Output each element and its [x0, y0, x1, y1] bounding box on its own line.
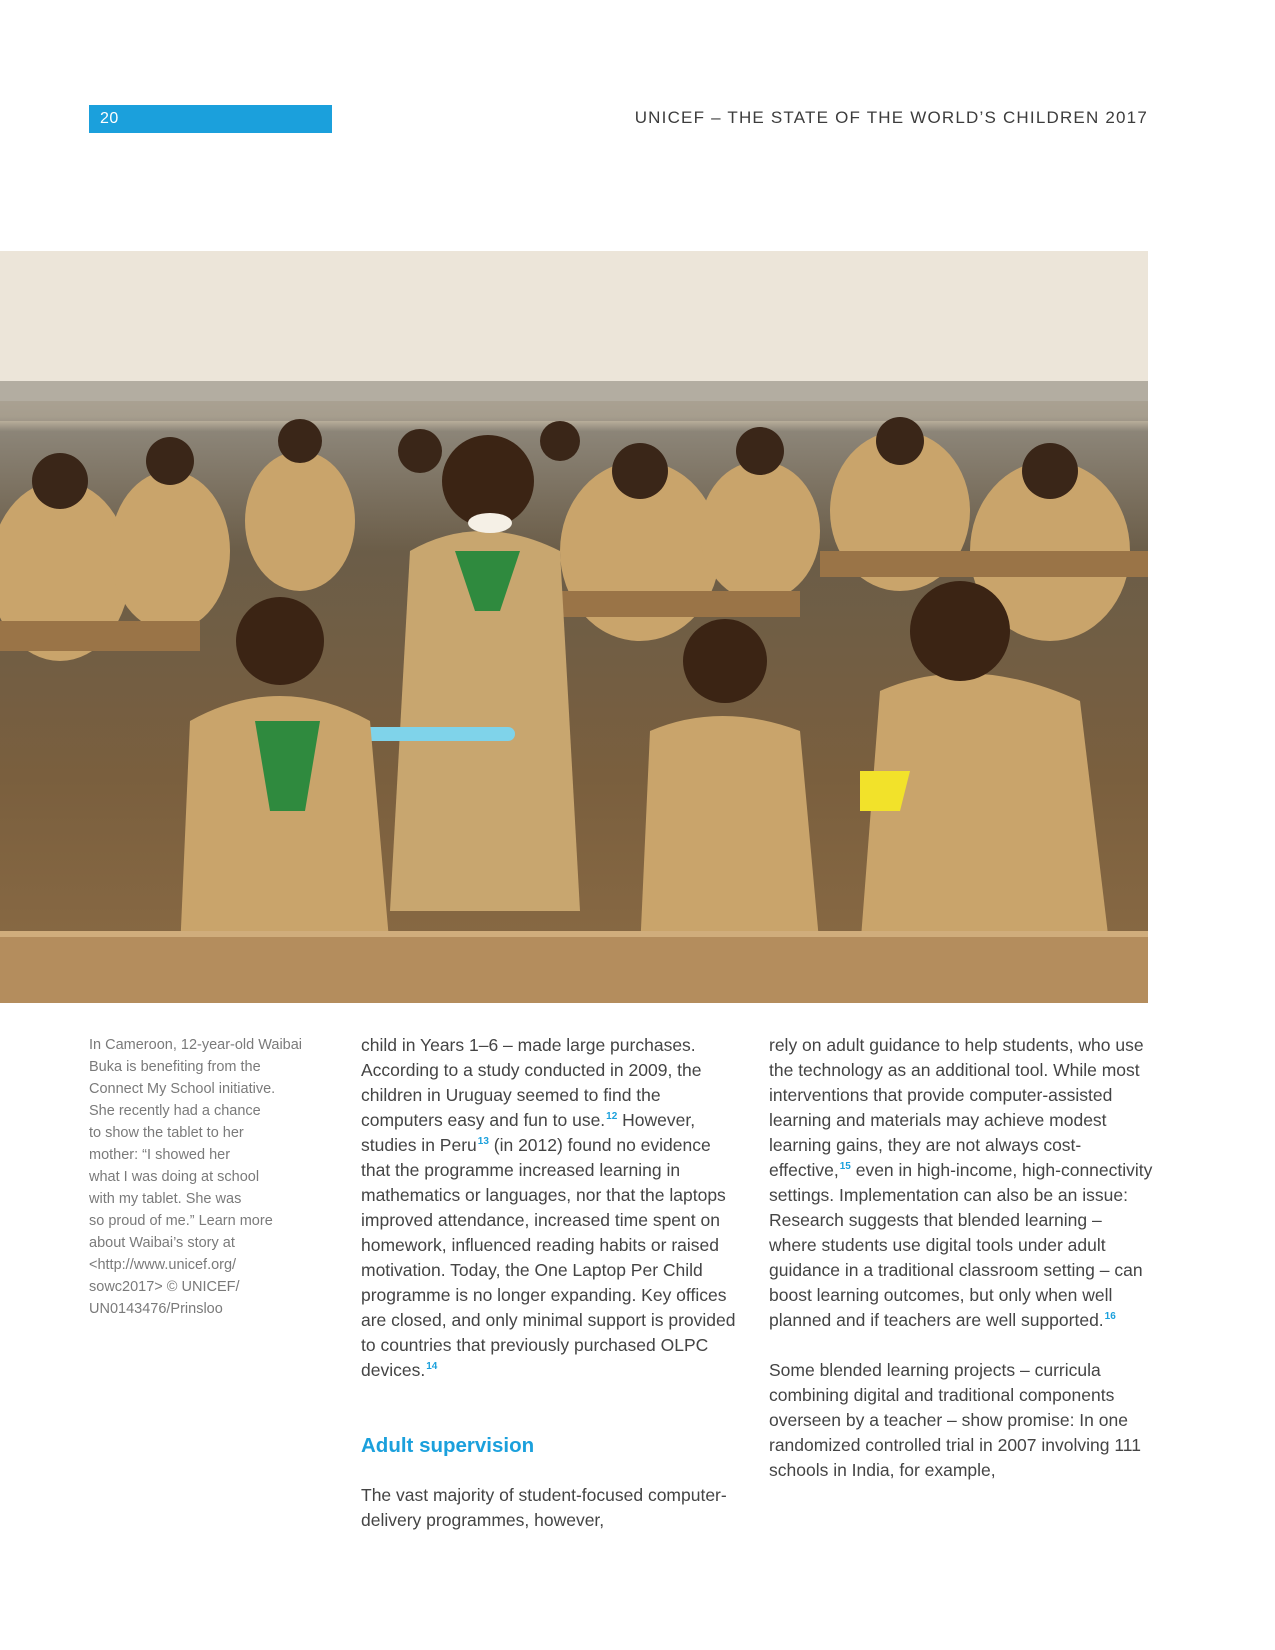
- photo-caption: [89, 1034, 324, 1320]
- caption-line: Connect My School initiative.: [89, 1081, 276, 1097]
- body-column-1: [361, 1033, 743, 1533]
- caption-line: to show the tablet to her: [89, 1125, 244, 1141]
- caption-link[interactable]: <http://www.unicef.org/: [89, 1257, 237, 1273]
- caption-line: UN0143476/Prinsloo: [89, 1301, 223, 1317]
- caption-line: In Cameroon, 12-year-old Waibai: [89, 1037, 303, 1053]
- section-heading: Adult supervision: [361, 1434, 535, 1457]
- running-head: UNICEF – THE STATE OF THE WORLD’S CHILDREN 2017: [634, 108, 1148, 127]
- page-number: 20: [100, 110, 119, 127]
- paragraph: [361, 1033, 743, 1383]
- footnote-ref[interactable]: 13: [477, 1136, 489, 1147]
- footnote-ref[interactable]: 14: [426, 1361, 438, 1372]
- paragraph-text: (in 2012) found no evidence that the programme increased learning in mathematics or languages, nor that the laptops improved attendance, increased time spent on homework, influenced reading habits or raised motivation. Today, the One Laptop Per Child programme is no longer expanding. Key offices are closed, and only minimal support is provided to countries that previously purchased OLPC devices.: [361, 1135, 736, 1380]
- caption-line: She recently had a chance: [89, 1103, 261, 1119]
- paragraph: [769, 1033, 1153, 1333]
- paragraph-text: child in Years 1–6 – made large purchases. According to a study conducted in 2009, the children in Uruguay seemed to find the computers easy and fun to use.: [361, 1035, 702, 1130]
- photo-illustration: [0, 251, 1148, 1003]
- caption-line: what I was doing at school: [89, 1169, 260, 1185]
- caption-line: sowc2017> © UNICEF/: [89, 1279, 240, 1295]
- caption-line: Buka is benefiting from the: [89, 1059, 261, 1075]
- paragraph-text: However, studies in Peru: [361, 1110, 696, 1155]
- caption-line: with my tablet. She was: [89, 1191, 242, 1207]
- paragraph-text: even in high-income, high-connectivity settings. Implementation can also be an issue: Research suggests that blended learning – where students use digital tools under adult guidance in a traditional classroom setting – can boost learning outcomes, but only when well planned and if teachers are well supported.: [769, 1160, 1153, 1330]
- caption-line: so proud of me.” Learn more: [89, 1213, 273, 1229]
- paragraph-text: rely on adult guidance to help students, who use the technology as an additional tool. While most interventions that provide computer-assisted learning and materials may achieve modest learning gains, they are not always cost-effective,: [769, 1035, 1144, 1180]
- body-column-2: [769, 1033, 1153, 1483]
- footnote-ref[interactable]: 12: [606, 1111, 618, 1122]
- paragraph: Some blended learning projects – curricula combining digital and traditional components overseen by a teacher – show promise: In one randomized controlled trial in 2007 involving 111 schools in India, for example,: [769, 1360, 1141, 1480]
- footnote-ref[interactable]: 16: [1104, 1311, 1116, 1322]
- page-number-bar: [89, 105, 332, 133]
- caption-line: mother: “I showed her: [89, 1147, 231, 1163]
- classroom-photo: [0, 251, 1148, 1003]
- paragraph: The vast majority of student-focused computer-delivery programmes, however,: [361, 1485, 727, 1530]
- footnote-ref[interactable]: 15: [839, 1161, 851, 1172]
- caption-line: about Waibai’s story at: [89, 1235, 235, 1251]
